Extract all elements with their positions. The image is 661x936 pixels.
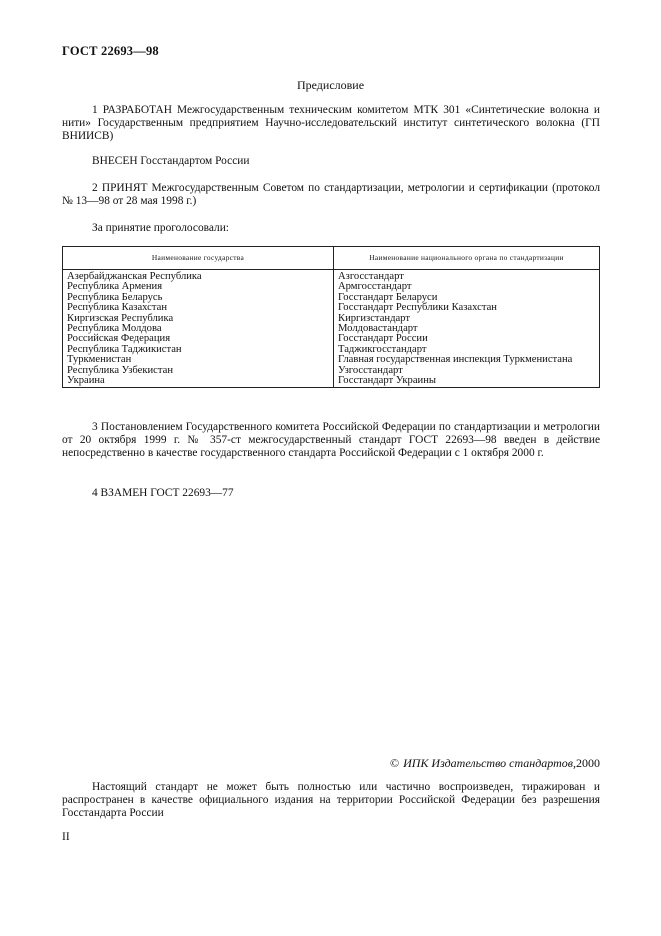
member-states-table	[62, 246, 600, 388]
section-title: Предисловие	[296, 78, 365, 92]
reproduction-notice: Настоящий стандарт не может быть полностью или частично воспроизведен, тиражирован и распространен в качестве официального издания на территории Российской Федерации без разрешения Госстандарта России	[62, 781, 600, 819]
cell-state-name: Республика Казахстан	[63, 303, 334, 313]
cell-standards-body: Главная государственная инспекция Туркменистана	[334, 355, 600, 365]
table-header-row	[63, 247, 600, 270]
cell-state-name: Республика Таджикистан	[63, 345, 334, 355]
column-header-standards-body: Наименование национального органа по стандартизации	[334, 247, 600, 270]
cell-standards-body: Азгосстандарт	[334, 270, 600, 283]
paragraph-decree: 3 Постановлением Государственного комитета Российской Федерации по стандартизации и метрологии от 20 октября 1999 г. № 357-ст межгосударственный стандарт ГОСТ 22693—98 введен в действие непосредственно в качестве государственного стандарта Российской Федерации с 1 октября 2000 г.	[62, 421, 600, 459]
document-code: ГОСТ 22693—98	[62, 44, 159, 58]
table-body	[63, 270, 600, 388]
copyright-year: ,2000	[573, 756, 600, 770]
paragraph-adopted: 2 ПРИНЯТ Межгосударственным Советом по стандартизации, метрологии и сертификации (протокол № 13—98 от 28 мая 1998 г.)	[62, 182, 600, 207]
cell-state-name: Республика Армения	[63, 282, 334, 292]
cell-standards-body: Таджикгосстандарт	[334, 345, 600, 355]
cell-state-name: Украина	[63, 376, 334, 388]
cell-state-name: Киргизская Республика	[63, 314, 334, 324]
cell-standards-body: Госстандарт Республики Казахстан	[334, 303, 600, 313]
paragraph-developed: 1 РАЗРАБОТАН Межгосударственным техническим комитетом МТК 301 «Синтетические волокна и нити» Государственным предприятием Научно-исследовательский институт синтетического волокна (ГП ВНИИСВ)	[62, 104, 600, 142]
cell-state-name: Республика Молдова	[63, 324, 334, 334]
table-row	[63, 376, 600, 388]
cell-standards-body: Киргизстандарт	[334, 314, 600, 324]
cell-standards-body: Госстандарт Украины	[334, 376, 600, 388]
copyright-line	[390, 756, 600, 771]
page-number: II	[62, 831, 70, 843]
cell-standards-body: Госстандарт России	[334, 334, 600, 344]
cell-state-name: Республика Узбекистан	[63, 366, 334, 376]
cell-state-name: Российская Федерация	[63, 334, 334, 344]
cell-state-name: Туркменистан	[63, 355, 334, 365]
table-row	[63, 366, 600, 376]
paragraph-replaces: 4 ВЗАМЕН ГОСТ 22693—77	[92, 487, 234, 499]
cell-state-name: Азербайджанская Республика	[63, 270, 334, 283]
cell-standards-body: Узгосстандарт	[334, 366, 600, 376]
paragraph-voted: За принятие проголосовали:	[92, 222, 229, 234]
cell-standards-body: Армгосстандарт	[334, 282, 600, 292]
copyright-publisher: ИПК Издательство стандартов	[403, 756, 573, 770]
copyright-symbol: ©	[390, 756, 400, 770]
cell-state-name: Республика Беларусь	[63, 293, 334, 303]
cell-standards-body: Молдовастандарт	[334, 324, 600, 334]
column-header-state: Наименование государства	[63, 247, 334, 270]
cell-standards-body: Госстандарт Беларуси	[334, 293, 600, 303]
paragraph-introduced: ВНЕСЕН Госстандартом России	[92, 155, 250, 167]
